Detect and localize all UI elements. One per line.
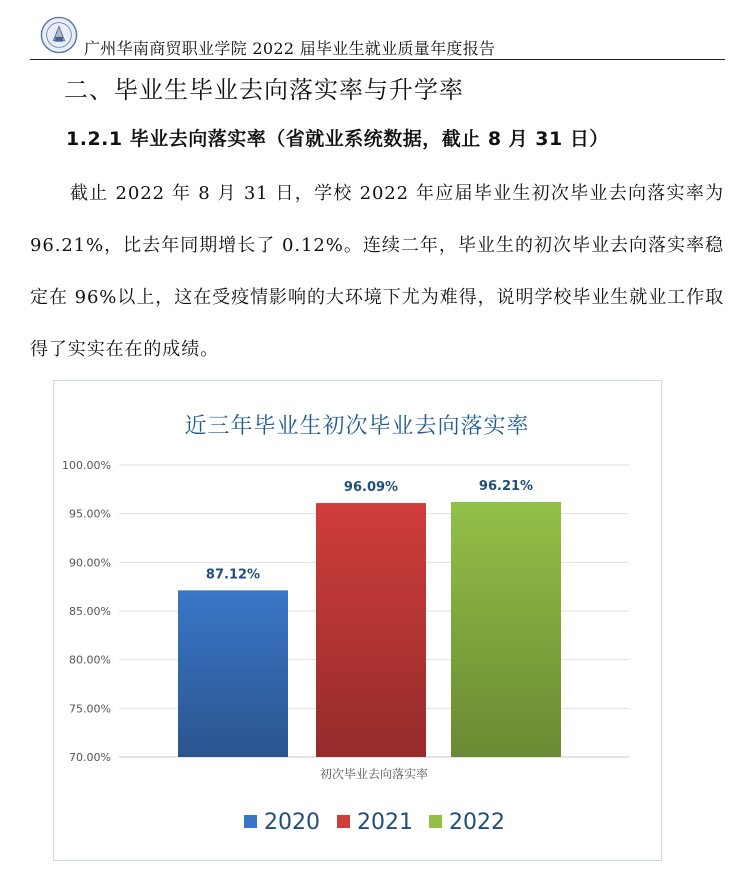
bar-2022 <box>451 502 561 757</box>
legend-swatch-2021 <box>337 815 350 828</box>
subsection-title: 1.2.1 毕业去向落实率（省就业系统数据，截止 8 月 31 日） <box>66 128 609 150</box>
legend-label-2022: 2022 <box>449 810 505 835</box>
header-divider <box>30 59 725 60</box>
legend-swatch-2022 <box>429 815 442 828</box>
y-tick-label: 80.00% <box>69 653 111 667</box>
chart-title: 近三年毕业生初次毕业去向落实率 <box>184 414 530 439</box>
bar-2021 <box>316 503 426 757</box>
legend-label-2020: 2020 <box>264 810 320 835</box>
section-title: 二、毕业生毕业去向落实率与升学率 <box>64 76 464 104</box>
chart-container <box>53 380 662 861</box>
y-tick-label: 100.00% <box>62 459 111 472</box>
x-axis-label: 初次毕业去向落实率 <box>319 767 429 781</box>
y-tick-label: 95.00% <box>69 507 111 521</box>
data-label-2022: 96.21% <box>478 478 534 494</box>
y-tick-label: 85.00% <box>69 605 111 618</box>
legend-label-2021: 2021 <box>357 810 413 835</box>
bar-chart <box>54 381 661 860</box>
legend-swatch-2020 <box>244 815 257 828</box>
body-paragraph: 截止 2022 年 8 月 31 日，学校 2022 年应届毕业生初次毕业去向落实率为 96.21%，比去年同期增长了 0.12%。连续二年，毕业生的初次毕业去向落实率稳定在 96%以上，这在受疫情影响的大环境下尤为难得，说明学校毕业生就业工作取得了实实在在的成绩。 <box>30 183 724 360</box>
header-title: 广州华南商贸职业学院 2022 届毕业生就业质量年度报告 <box>84 39 496 58</box>
school-seal-icon <box>40 16 78 54</box>
y-tick-label: 70.00% <box>69 751 111 764</box>
bar-2020 <box>178 590 288 757</box>
data-label-2021: 96.09% <box>343 480 399 496</box>
y-tick-label: 75.00% <box>69 702 111 716</box>
y-tick-label: 90.00% <box>69 556 111 570</box>
data-label-2020: 87.12% <box>205 567 261 583</box>
page-header <box>30 8 725 60</box>
